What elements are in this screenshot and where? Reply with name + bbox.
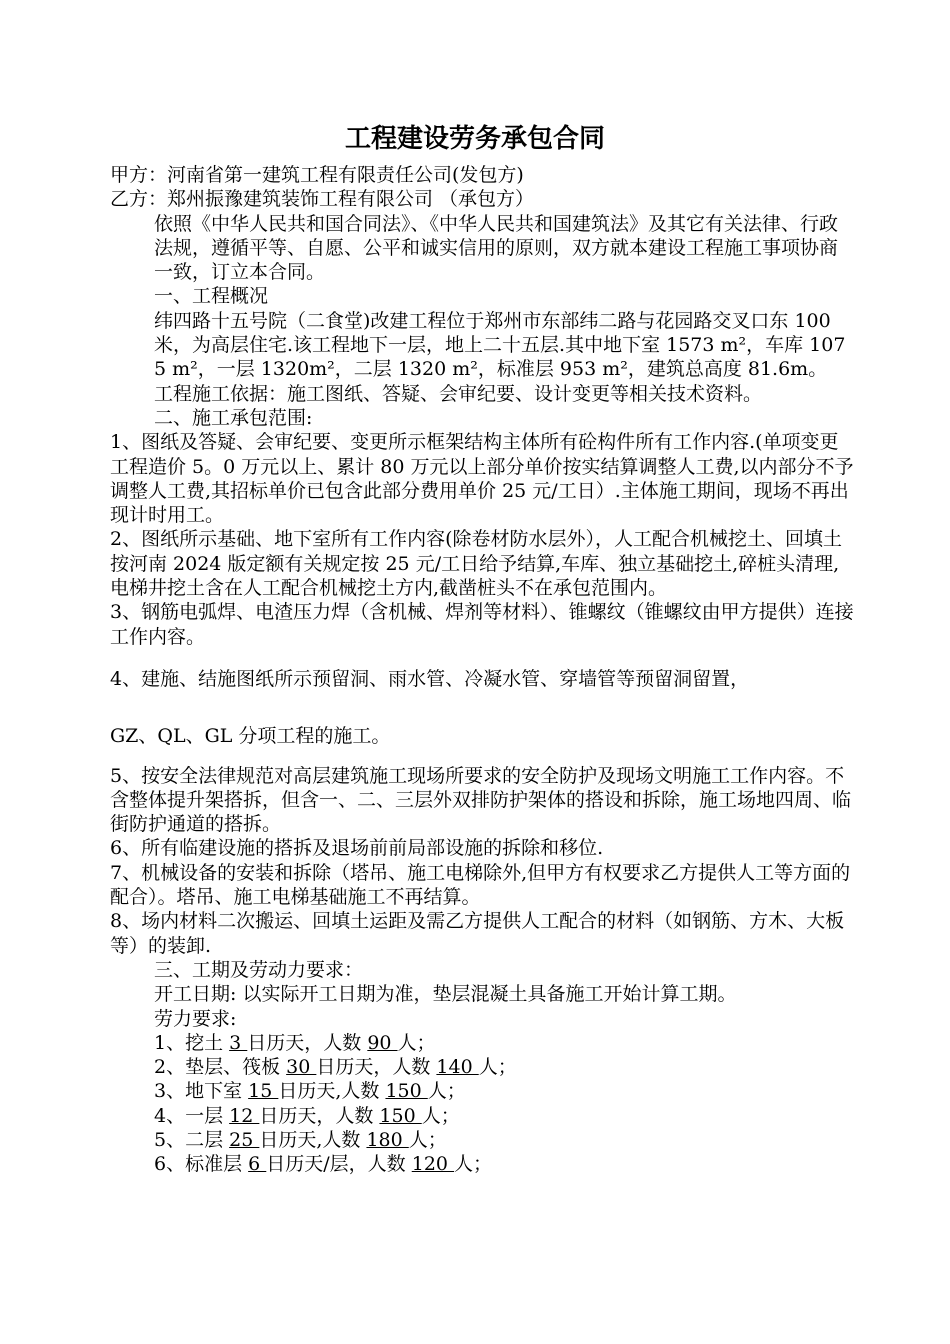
labor-row: 2、垫层、筏板 30 日历天，人数 140 人；: [154, 1056, 517, 1079]
intro-paragraph: 依照《中华人民共和国合同法》、《中华人民共和国建筑法》及其它有关法律、行政法规，遵循平等、自愿、公平和诚实信用的原则，双方就本建设工程施工事项协商一致，订立本合同。: [154, 212, 839, 284]
section3-heading: 三、工期及劳动力要求：: [154, 958, 364, 981]
labor-row: 4、一层 12 日历天，人数 150 人；: [154, 1104, 460, 1127]
construction-basis: 工程施工依据：施工图纸、答疑、会审纪要、设计变更等相关技术资料。: [154, 382, 763, 405]
scope-item-7: 7、机械设备的安装和拆除（塔吊、施工电梯除外,但甲方有权要求乙方提供人工等方面的配合）。塔吊、施工电梯基础施工不再结算。: [110, 861, 851, 909]
days-value: 3: [229, 1031, 248, 1054]
document-title: 工程建设劳务承包合同: [344, 124, 605, 154]
days-value: 12: [229, 1104, 260, 1127]
start-date: 开工日期: 以实际开工日期为准，垫层混凝土具备施工开始计算工期。: [154, 983, 737, 1006]
contract-body: [110, 163, 855, 1177]
scope-item-2: 2、图纸所示基础、地下室所有工作内容(除卷材防水层外），人工配合机械挖土、回填土按河南 2024 版定额有关规定按 25 元/工日给予结算,车库、独立基础挖土,碎桩头清理,电梯井挖土含在人工配合机械挖土方内,截凿桩头不在承包范围内。: [110, 528, 843, 600]
scope-item-4: 4、建施、结施图纸所示预留洞、雨水管、冷凝水管、穿墙管等预留洞留置，: [110, 667, 750, 690]
days-value: 30: [286, 1056, 317, 1079]
party-a: 甲方：河南省第一建筑工程有限责任公司(发包方): [110, 164, 524, 186]
scope-item-3: 3、钢筋电弧焊、电渣压力焊（含机械、焊剂等材料）、锥螺纹（锥螺纹由甲方提供）连接工作内容。: [110, 601, 854, 648]
scope-item-4-continued: GZ、QL、GL 分项工程的施工。: [110, 725, 391, 748]
days-value: 15: [248, 1080, 279, 1103]
scope-item-5: 5、按安全法律规范对高层建筑施工现场所要求的安全防护及现场文明施工工作内容。不含整体提升架搭拆，但含一、二、三层外双排防护架体的搭设和拆除，施工场地四周、临街防护通道的搭拆。: [110, 764, 852, 836]
labor-row: 1、挖土 3 日历天，人数 90 人；: [154, 1031, 436, 1054]
scope-item-8: 8、场内材料二次搬运、回填土运距及需乙方提供人工配合的材料（如钢筋、方木、大板等）的装卸.: [110, 910, 845, 957]
days-value: 25: [229, 1128, 260, 1151]
scope-item-6: 6、所有临建设施的搭拆及退场前前局部设施的拆除和移位.: [110, 837, 604, 860]
days-value: 6: [248, 1153, 267, 1176]
people-value: 180: [366, 1128, 409, 1151]
people-value: 140: [436, 1056, 479, 1079]
labor-row: 5、二层 25 日历天,人数 180 人；: [154, 1128, 447, 1151]
project-overview: 纬四路十五号院（二食堂)改建工程位于郑州市东部纬二路与花园路交叉口东 100 米，为高层住宅.该工程地下一层，地上二十五层.其中地下室 1573 m²，车库 1075 m²，一层 1320m²，二层 1320 m²，标准层 953 m²，建筑总高度 81.6m。: [154, 309, 846, 381]
people-value: 120: [411, 1153, 455, 1176]
people-value: 90: [367, 1031, 398, 1054]
section1-heading: 一、工程概况: [154, 285, 269, 308]
section2-heading: 二、施工承包范围:: [154, 406, 313, 429]
labor-row: 3、地下室 15 日历天,人数 150 人；: [154, 1080, 466, 1103]
scope-item-1: 1、图纸及答疑、会审纪要、变更所示框架结构主体所有砼构件所有工作内容.(单项变更工程造价 5。0 万元以上、累计 80 万元以上部分单价按实结算调整人工费,以内部分不予调整人工费,其招标单价已包含此部分费用单价 25 元/工日）.主体施工期间，现场不再出现计时用工。: [110, 431, 854, 527]
people-value: 150: [379, 1104, 422, 1127]
party-b: 乙方：郑州振豫建筑装饰工程有限公司 （承包方）: [110, 188, 535, 211]
labor-row: 6、标准层 6 日历天/层，人数 120 人；: [154, 1153, 493, 1176]
labor-heading: 劳力要求:: [154, 1007, 237, 1030]
people-value: 150: [385, 1080, 428, 1103]
